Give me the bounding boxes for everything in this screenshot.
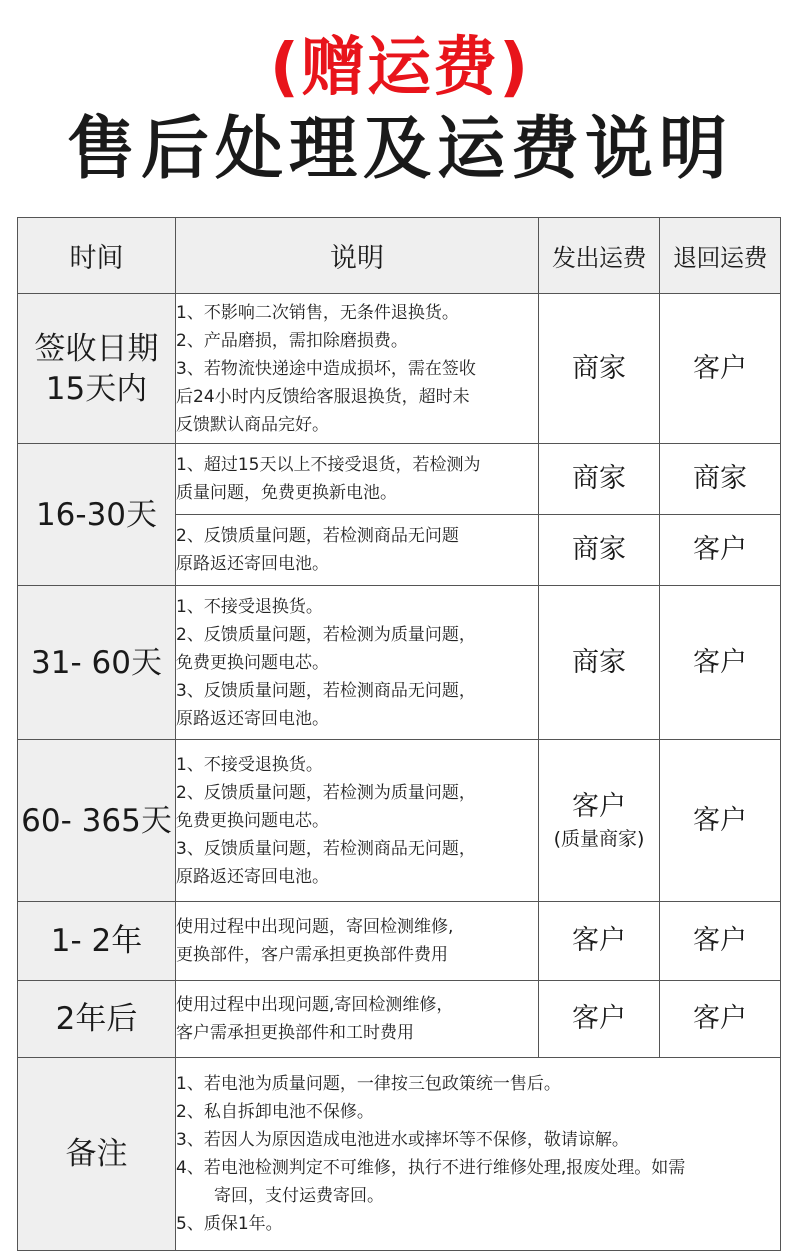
period-label: 2年后 xyxy=(55,1001,138,1037)
ship-out-payer: 商家 xyxy=(572,534,626,565)
description-cell xyxy=(176,444,539,515)
ship-out-fee-cell xyxy=(539,515,660,586)
description-line: 4、若电池检测判定不可维修，执行不进行维修处理,报废处理。如需 xyxy=(176,1158,686,1178)
ship-out-payer: 商家 xyxy=(572,463,626,494)
return-payer: 商家 xyxy=(693,463,747,494)
free-shipping-title: (赠运费) xyxy=(269,31,531,105)
ship-out-fee-cell xyxy=(539,444,660,515)
return-fee-cell xyxy=(660,515,781,586)
description-line: 后24小时内反馈给客服退换货，超时未 xyxy=(176,386,470,407)
table-row xyxy=(18,294,781,444)
description-cell xyxy=(176,740,539,902)
description-line: 3、反馈质量问题，若检测商品无问题， xyxy=(176,838,476,859)
return-fee-cell xyxy=(660,294,781,444)
description-line: 2、产品磨损，需扣除磨损费。 xyxy=(176,330,408,351)
ship-out-fee-cell xyxy=(539,586,660,740)
description-line: 1、不影响二次销售，无条件退换货。 xyxy=(176,302,459,323)
table-header-row xyxy=(18,218,781,294)
description-line: 免费更换问题电芯。 xyxy=(176,652,329,673)
ship-out-fee-cell xyxy=(539,740,660,902)
period-label: 16-30天 xyxy=(35,496,158,533)
table-row xyxy=(18,902,781,981)
ship-out-payer: 商家 xyxy=(572,646,626,678)
description-line: 原路返还寄回电池。 xyxy=(176,708,329,729)
description-cell xyxy=(176,515,539,586)
description-line: 2、反馈质量问题，若检测为质量问题， xyxy=(176,624,476,645)
return-fee-cell xyxy=(660,981,781,1058)
period-cell xyxy=(18,902,176,981)
table-row xyxy=(18,586,781,740)
notes-label: 备注 xyxy=(18,1058,176,1251)
period-cell xyxy=(18,981,176,1058)
ship-out-payer: 客户 xyxy=(572,925,626,956)
period-label: 31- 60天 xyxy=(31,644,162,681)
page-title: 售后处理及运费说明 xyxy=(66,110,733,189)
description-line: 2、私自拆卸电池不保修。 xyxy=(176,1102,374,1122)
table-row xyxy=(18,740,781,902)
return-payer: 客户 xyxy=(693,534,747,565)
return-payer: 客户 xyxy=(693,646,747,678)
ship-out-fee-cell xyxy=(539,902,660,981)
notes-cell xyxy=(176,1058,781,1251)
period-label: 15天内 xyxy=(45,370,148,407)
table-row xyxy=(18,981,781,1058)
description-line: 1、超过15天以上不接受退货，若检测为 xyxy=(176,455,481,475)
return-payer: 客户 xyxy=(693,352,747,384)
description-cell xyxy=(176,294,539,444)
return-fee-cell xyxy=(660,902,781,981)
return-fee-cell xyxy=(660,444,781,515)
description-line: 3、若物流快递途中造成损坏，需在签收 xyxy=(176,358,476,379)
description-line: 1、若电池为质量问题，一律按三包政策统一售后。 xyxy=(176,1074,561,1094)
description-line: 免费更换问题电芯。 xyxy=(176,810,329,831)
notes-row xyxy=(18,1058,781,1251)
description-cell xyxy=(176,586,539,740)
ship-out-payer: 商家 xyxy=(572,352,626,384)
description-line: 1、不接受退换货。 xyxy=(176,754,323,775)
table-body xyxy=(18,294,781,1251)
return-fee-cell xyxy=(660,740,781,902)
description-line: 更换部件，客户需承担更换部件费用 xyxy=(176,945,448,965)
ship-out-payer-note: (质量商家) xyxy=(553,827,645,850)
return-payer: 客户 xyxy=(693,1003,747,1034)
description-line: 5、质保1年。 xyxy=(176,1214,283,1234)
return-fee-cell xyxy=(660,586,781,740)
header-ship-out-fee: 发出运费 xyxy=(539,218,660,294)
period-cell xyxy=(18,444,176,586)
return-payer: 客户 xyxy=(693,925,747,956)
description-cell xyxy=(176,902,539,981)
ship-out-payer: 客户 xyxy=(572,790,626,822)
description-line: 反馈默认商品完好。 xyxy=(176,414,329,435)
header-return-fee: 退回运费 xyxy=(660,218,781,294)
header-description: 说明 xyxy=(176,218,539,294)
ship-out-fee-cell xyxy=(539,294,660,444)
period-label: 1- 2年 xyxy=(50,923,143,959)
description-line: 使用过程中出现问题，寄回检测维修, xyxy=(176,917,454,937)
description-line: 1、不接受退换货。 xyxy=(176,596,323,617)
description-line: 3、反馈质量问题，若检测商品无问题， xyxy=(176,680,476,701)
description-line: 使用过程中出现问题,寄回检测维修， xyxy=(176,995,454,1015)
return-payer: 客户 xyxy=(693,804,747,836)
period-cell xyxy=(18,294,176,444)
description-line: 3、若因人为原因造成电池进水或摔坏等不保修，敬请谅解。 xyxy=(176,1130,629,1150)
description-line: 原路返还寄回电池。 xyxy=(176,554,329,574)
header-period: 时间 xyxy=(18,218,176,294)
description-line: 2、反馈质量问题，若检测为质量问题， xyxy=(176,782,476,803)
period-label: 签收日期 xyxy=(34,330,159,367)
period-label: 60- 365天 xyxy=(21,802,172,839)
description-line: 客户需承担更换部件和工时费用 xyxy=(176,1023,414,1043)
description-line: 原路返还寄回电池。 xyxy=(176,866,329,887)
period-cell xyxy=(18,740,176,902)
after-sales-table xyxy=(17,217,781,1251)
description-cell xyxy=(176,981,539,1058)
ship-out-fee-cell xyxy=(539,981,660,1058)
period-cell xyxy=(18,586,176,740)
description-line: 质量问题，免费更换新电池。 xyxy=(176,483,397,503)
description-line: 寄回，支付运费寄回。 xyxy=(214,1186,384,1206)
ship-out-payer: 客户 xyxy=(572,1003,626,1034)
table-row xyxy=(18,444,781,515)
description-line: 2、反馈质量问题，若检测商品无问题 xyxy=(176,526,459,546)
